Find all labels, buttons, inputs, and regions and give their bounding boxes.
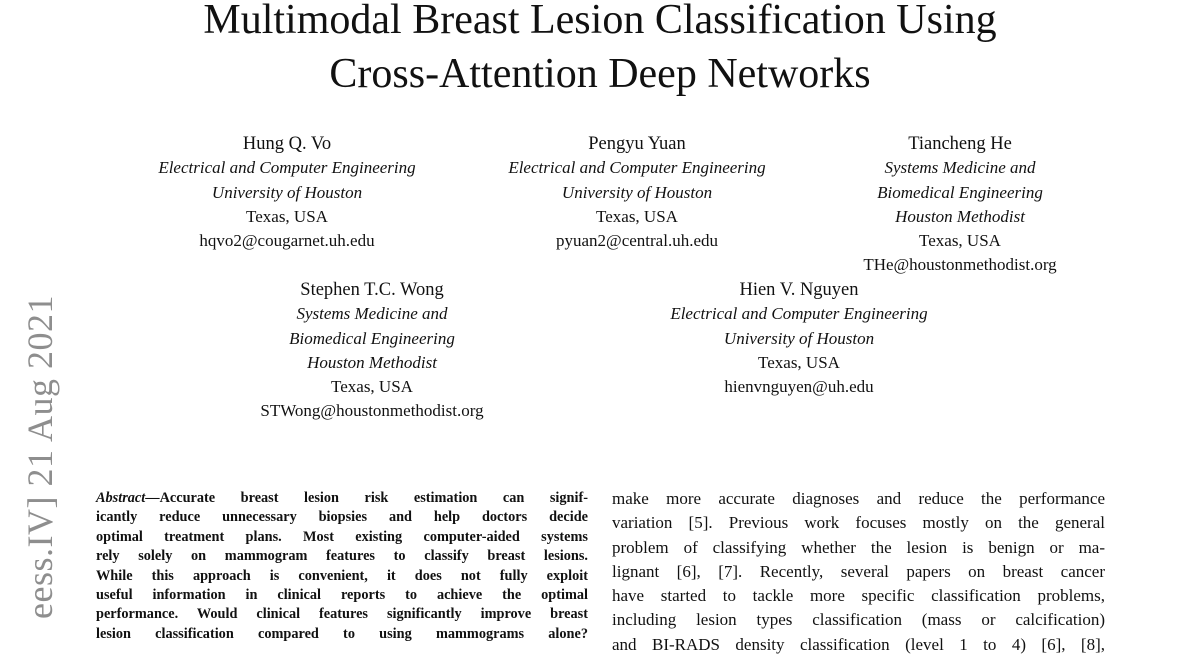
abstract-line-text: —Accurate breast lesion risk estimation can signif- <box>145 490 588 506</box>
author-block <box>462 132 812 253</box>
author-email: STWong@houstonmethodist.org <box>260 401 484 421</box>
body-line: variation [5]. Previous work focuses mostly on the general <box>612 513 1105 533</box>
abstract-line <box>96 489 588 508</box>
author-block <box>112 132 462 253</box>
title-line-1: Multimodal Breast Lesion Classification Using <box>203 0 997 43</box>
author-email: hqvo2@cougarnet.uh.edu <box>199 231 375 251</box>
abstract-line: useful information in clinical reports to achieve the optimal <box>96 587 588 604</box>
paper-title <box>0 0 1200 101</box>
author-name: Tiancheng He <box>908 134 1012 154</box>
body-line: including lesion types classification (mass or calcification) <box>612 610 1105 630</box>
abstract <box>96 489 588 644</box>
author-block <box>222 278 522 424</box>
abstract-label: Abstract <box>96 490 146 506</box>
author-department: Systems Medicine and <box>296 304 448 324</box>
introduction-text <box>612 487 1105 657</box>
author-department: Biomedical Engineering <box>289 328 455 348</box>
author-department: Biomedical Engineering <box>877 182 1043 202</box>
author-email: pyuan2@central.uh.edu <box>556 231 718 251</box>
body-line: have started to tackle more specific classification problems, <box>612 586 1105 606</box>
author-department: Systems Medicine and <box>884 158 1036 178</box>
body-line: problem of classifying whether the lesion is benign or ma- <box>612 537 1105 557</box>
abstract-line: rely solely on mammogram features to classify breast lesions. <box>96 548 588 565</box>
author-location: Texas, USA <box>596 206 678 226</box>
abstract-line: While this approach is convenient, it does not fully exploit <box>96 567 588 584</box>
abstract-line: optimal treatment plans. Most existing computer-aided systems <box>96 528 588 545</box>
author-affiliation: University of Houston <box>723 328 875 348</box>
author-location: Texas, USA <box>246 206 328 226</box>
author-email: THe@houstonmethodist.org <box>863 255 1057 275</box>
body-line: make more accurate diagnoses and reduce the performance <box>612 489 1105 508</box>
author-block <box>624 278 974 399</box>
abstract-line: lesion classification compared to using mammograms alone? <box>96 625 588 642</box>
body-line: lignant [6], [7]. Recently, several papers on breast cancer <box>612 561 1105 581</box>
author-affiliation: Houston Methodist <box>307 352 437 372</box>
body-line: and BI-RADS density classification (level 1 to 4) [6], [8], <box>612 634 1105 654</box>
author-affiliation: University of Houston <box>561 182 713 202</box>
author-department: Electrical and Computer Engineering <box>508 158 766 178</box>
abstract-line: icantly reduce unnecessary biopsies and help doctors decide <box>96 509 588 526</box>
author-location: Texas, USA <box>758 352 840 372</box>
author-affiliation: Houston Methodist <box>895 206 1025 226</box>
author-affiliation: University of Houston <box>211 182 363 202</box>
author-name: Pengyu Yuan <box>588 134 686 154</box>
title-line-2: Cross-Attention Deep Networks <box>329 51 871 97</box>
author-name: Stephen T.C. Wong <box>300 280 444 300</box>
author-location: Texas, USA <box>919 231 1001 251</box>
arxiv-identifier-stamp: eess.IV] 21 Aug 2021 <box>20 295 60 619</box>
author-name: Hien V. Nguyen <box>739 280 859 300</box>
abstract-line: performance. Would clinical features significantly improve breast <box>96 606 588 623</box>
author-department: Electrical and Computer Engineering <box>158 158 416 178</box>
author-email: hienvnguyen@uh.edu <box>724 377 874 397</box>
author-block <box>810 132 1110 278</box>
author-name: Hung Q. Vo <box>242 134 332 154</box>
author-location: Texas, USA <box>331 377 413 397</box>
author-department: Electrical and Computer Engineering <box>670 304 928 324</box>
